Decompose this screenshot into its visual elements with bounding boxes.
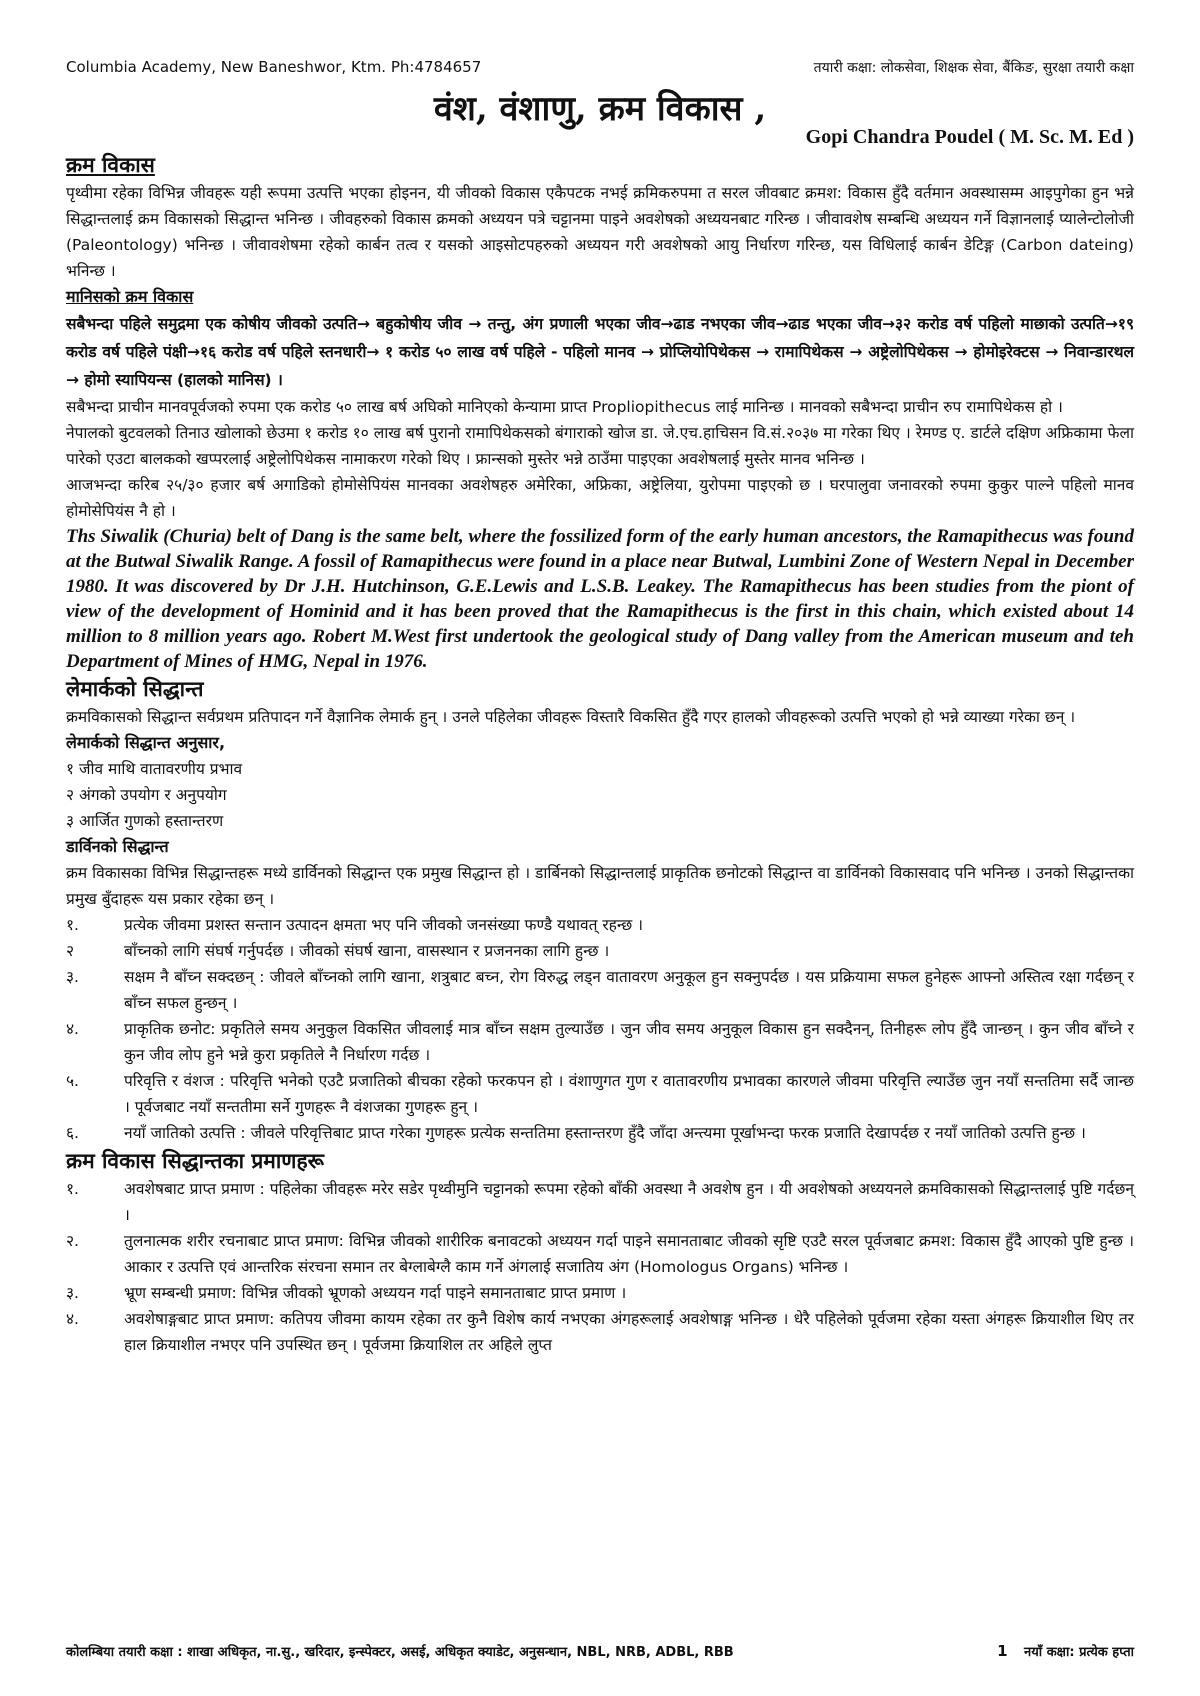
section-heading-human-evolution: मानिसको क्रम विकास [66,287,194,306]
footer-right-group [997,1642,1134,1660]
list-item: १. अवशेषबाट प्राप्त प्रमाण : पहिलेका जीवहरू मरेर सडेर पृथ्वीमुनि चट्टानको रूपमा रहेको बाँकी अवस्था नै अवशेष हुन । यी अवशेषको अध्ययनले क्रमविकासको सिद्धान्तलाई पुष्टि गर्दछन् । [66,1180,1134,1224]
section-heading-evolution: क्रम विकास [66,152,155,177]
english-paragraph: Ths Siwalik (Churia) belt of Dang is the same belt, where the fossilized form of the early human ancestors, the Ramapithecus was found at the Butwal Siwalik Range. A fossil of Ramapithecus were found in a place near Butwal, Lumbini Zone of Western Nepal in December 1980. It was discovered by Dr J.H. Hutchinson, G.E.Lewis and L.S.B. Leakey. The Ramapithecus has been studies from the piont of view of the development of Hominid and it has been proved that the Ramapithecus is the first in this chain, which existed about 14 million to 8 million years ago. Robert M.West first undertook the geological study of Dang valley from the American museum and teh Department of Mines of HMG, Nepal in 1976. [66,526,1134,672]
list-item: १. प्रत्येक जीवमा प्रशस्त सन्तान उत्पादन क्षमता भए पनि जीवको जनसंख्या फण्डै यथावत् रहन्छ । [66,916,644,934]
paragraph-butwal: नेपालको बुटवलको तिनाउ खोलाको छेउमा १ करोड १० लाख बर्ष पुरानो रामापिथेकसको बंगाराको खोज डा. जे.एच.हाचिसन वि.सं.२०३७ मा गरेका थिए । रेमण्ड ए. डार्टले दक्षिण अफ्रिकामा फेला पारेको एउटा बालकको खप्परलाई अष्ट्रेलोपिथेकस नामाकरण गरेको थिए । फ्रान्सको मुस्तेर भन्ने ठाउँमा पाइएका अवशेषलाई मुस्तेर मानव भनिन्छ । [66,424,1134,468]
lamarck-subheading: लेमार्कको सिद्धान्त अनुसार, [66,733,226,752]
header-right: तयारी कक्षा: लोकसेवा, शिक्षक सेवा, बैंकिङ, सुरक्षा तयारी कक्षा [813,60,1134,76]
paragraph-lamarck: क्रमविकासको सिद्धान्त सर्वप्रथम प्रतिपादन गर्ने वैज्ञानिक लेमार्क हुन् । उनले पहिलेका जीवहरू विस्तारै विकसित हुँदै गएर हालको जीवहरूको उत्पत्ति भएको हो भन्ने व्याख्या गरेका छन् । [66,708,1076,726]
list-item: ३. सक्षम नै बाँच्न सक्दछन् : जीवले बाँच्नको लागि खाना, शत्रुबाट बच्न, रोग विरुद्ध लड्न वातावरण अनुकूल हुन सक्नुपर्दछ । यस प्रक्रियामा सफल हुनेहरू आफ्नो अस्तित्व रक्षा गर्दछन् र बाँच्न सफल हुन्छन् । [66,968,1134,1012]
list-item: १ जीव माथि वातावरणीय प्रभाव [66,760,243,778]
header-left: Columbia Academy, New Baneshwor, Ktm. Ph:4784657 [66,58,482,76]
list-item: ३ आर्जित गुणको हस्तान्तरण [66,812,224,830]
page-header [66,58,1134,77]
paragraph-darwin: क्रम विकासका विभिन्न सिद्धान्तहरू मध्ये डार्विनको सिद्धान्त एक प्रमुख सिद्धान्त हो । डार्बिनको सिद्धान्तलाई प्राकृतिक छनोटको सिद्धान्त वा डार्विनको विकासवाद पनि भनिन्छ । उनको सिद्धान्तका प्रमुख बुँदाहरू यस प्रकार रहेका छन् । [66,864,1134,908]
list-item: ६. नयाँ जातिको उत्पत्ति : जीवले परिवृत्तिबाट प्राप्त गरेका गुणहरू प्रत्येक सन्ततिमा हस्तान्तरण हुँदै जाँदा अन्त्यमा पूर्खाभन्दा फरक प्रजाति देखापर्दछ र नयाँ जातिको उत्पत्ति हुन्छ । [66,1124,1086,1142]
page-number: 1 [997,1642,1008,1660]
list-item: ४. प्राकृतिक छनोट: प्रकृतिले समय अनुकुल विकसित जीवलाई मात्र बाँच्न सक्षम तुल्याउँछ । जुन जीव समय अनुकूल विकास हुन सक्दैनन्, तिनीहरू लोप हुँदै जान्छन् । कुन जीव बाँच्ने र कुन जीव लोप हुने भन्ने कुरा प्रकृतिले नै निर्धारण गर्दछ । [66,1020,1134,1064]
page-footer [66,1642,1134,1660]
paragraph-propliopithecus: सबैभन्दा प्राचीन मानवपूर्वजको रुपमा एक करोड ५० लाख बर्ष अघिको मानिएको केन्यामा प्राप्त Propliopithecus लाई मानिन्छ । मानवको सबैभन्दा प्राचीन रुप रामापिथेकस हो । [66,398,1063,416]
section-heading-lamarck: लेमार्कको सिद्धान्त [66,676,204,701]
footer-left: कोलम्बिया तयारी कक्षा : शाखा अधिकृत, ना.सु., खरिदार, इन्स्पेक्टर, असई, अधिकृत क्याडेट, अनुसन्धान, NBL, NRB, ADBL, RBB [66,1645,734,1660]
list-item: ४. अवशेषाङ्गबाट प्राप्त प्रमाण: कतिपय जीवमा कायम रहेका तर कुनै विशेष कार्य नभएका अंगहरूलाई अवशेषाङ्ग भनिन्छ । धेरै पहिलेको पूर्वजमा रहेका यस्ता अंगहरू क्रियाशील थिए तर हाल क्रियाशील नभएर पनि उपस्थित छन् । पूर्वजमा क्रियाशिल तर अहिले लुप्त [66,1310,1134,1354]
document-title: वंश, वंशाणु, क्रम विकास , [433,89,767,129]
list-item: ५. परिवृत्ति र वंशज : परिवृत्ति भनेको एउटै प्रजातिको बीचका रहेको फरकपन हो । वंशाणुगत गुण र वातावरणीय प्रभावका कारणले जीवमा परिवृत्ति ल्याउँछ जुन नयाँ सन्ततिमा सर्दै जान्छ । पूर्वजबाट नयाँ सन्ततीमा सर्ने गुणहरू नै वंशजका गुणहरू हुन् । [66,1072,1134,1116]
section-heading-evidence: क्रम विकास सिद्धान्तका प्रमाणहरू [66,1148,324,1173]
evidence-points [66,1176,1134,1358]
darwin-points [66,912,1134,1146]
human-evolution-chain: सबैभन्दा पहिले समुद्रमा एक कोषीय जीवको उत्पति→ बहुकोषीय जीव → तन्तु, अंग प्रणाली भएका जीव→ढाड नभएका जीव→ढाड भएका जीव→३२ करोड वर्ष पहिलो माछाको उत्पति→१९ करोड वर्ष पहिले पंक्षी→१६ करोड वर्ष पहिले स्तनधारी→ १ करोड ५० लाख वर्ष पहिले - पहिलो मानव → प्रोप्लियोपिथेकस → रामापिथेकस → अष्ट्रेलोपिथेकस → होमोइरेक्टस → निवान्डारथल → होमो स्यापियन्स (हालको मानिस) । [66,315,1134,389]
paragraph-homo-sapiens: आजभन्दा करिब २५/३० हजार बर्ष अगाडिको होमोसेपियंस मानवका अवशेषहरु अमेरिका, अफ्रिका, अष्ट्रेलिया, युरोपमा पाइएको छ । घरपालुवा जनावरको रुपमा कुकुर पाल्ने पहिलो मानव होमोसेपियंस नै हो । [66,476,1134,520]
paragraph-evolution: पृथ्वीमा रहेका विभिन्न जीवहरू यही रूपमा उत्पत्ति भएका होइनन, यी जीवको विकास एकैपटक नभई क्रमिकरुपमा त सरल जीवबाट क्रमश: विकास हुँदै वर्तमान अवस्थासम्म आइपुगेका हुन भन्ने सिद्धान्तलाई क्रम विकासको सिद्धान्त भनिन्छ । जीवहरुको विकास क्रमको अध्ययन पत्रे चट्टानमा पाइने अवशेषको अध्ययनबाट गरिन्छ । जीवावशेष सम्बन्धि अध्ययन गर्ने विज्ञानलाई प्यालेन्टोलोजी (Paleontology) भनिन्छ । जीवावशेषमा रहेको कार्बन तत्व र यसको आइसोटपहरुको अध्ययन गरी अवशेषको आयु निर्धारण गरिन्छ, यस विधिलाई कार्बन डेटिङ्ग (Carbon dateing) भनिन्छ । [66,184,1134,280]
list-item: २ अंगको उपयोग र अनुपयोग [66,786,227,804]
list-item: ३. भ्रूण सम्बन्धी प्रमाण: विभिन्न जीवको भ्रूणको अध्ययन गर्दा पाइने समानताबाट प्राप्त प्रमाण । [66,1284,627,1302]
document-body [66,150,1134,1358]
list-item: २ बाँच्नको लागि संघर्ष गर्नुपर्दछ । जीवको संघर्ष खाना, वासस्थान र प्रजननका लागि हुन्छ । [66,942,610,960]
section-heading-darwin: डार्विनको सिद्धान्त [66,837,169,856]
lamarck-points [66,756,1134,834]
footer-right: नयाँ कक्षा: प्रत्येक हप्ता [1024,1645,1134,1660]
list-item: २. तुलनात्मक शरीर रचनाबाट प्राप्त प्रमाण: विभिन्न जीवको शारीरिक बनावटको अध्ययन गर्दा पाइने समानताबाट जीवको सृष्टि एउटै सरल पूर्वजबाट क्रमश: विकास हुँदै आएको पुष्टि हुन्छ । आकार र उत्पत्ति एवं आन्तरिक संरचना समान तर बेग्लाबेग्लै काम गर्ने अंगलाई सजातिय अंग (Homologus Organs) भनिन्छ । [66,1232,1134,1276]
author-line: Gopi Chandra Poudel ( M. Sc. M. Ed ) [805,126,1134,148]
